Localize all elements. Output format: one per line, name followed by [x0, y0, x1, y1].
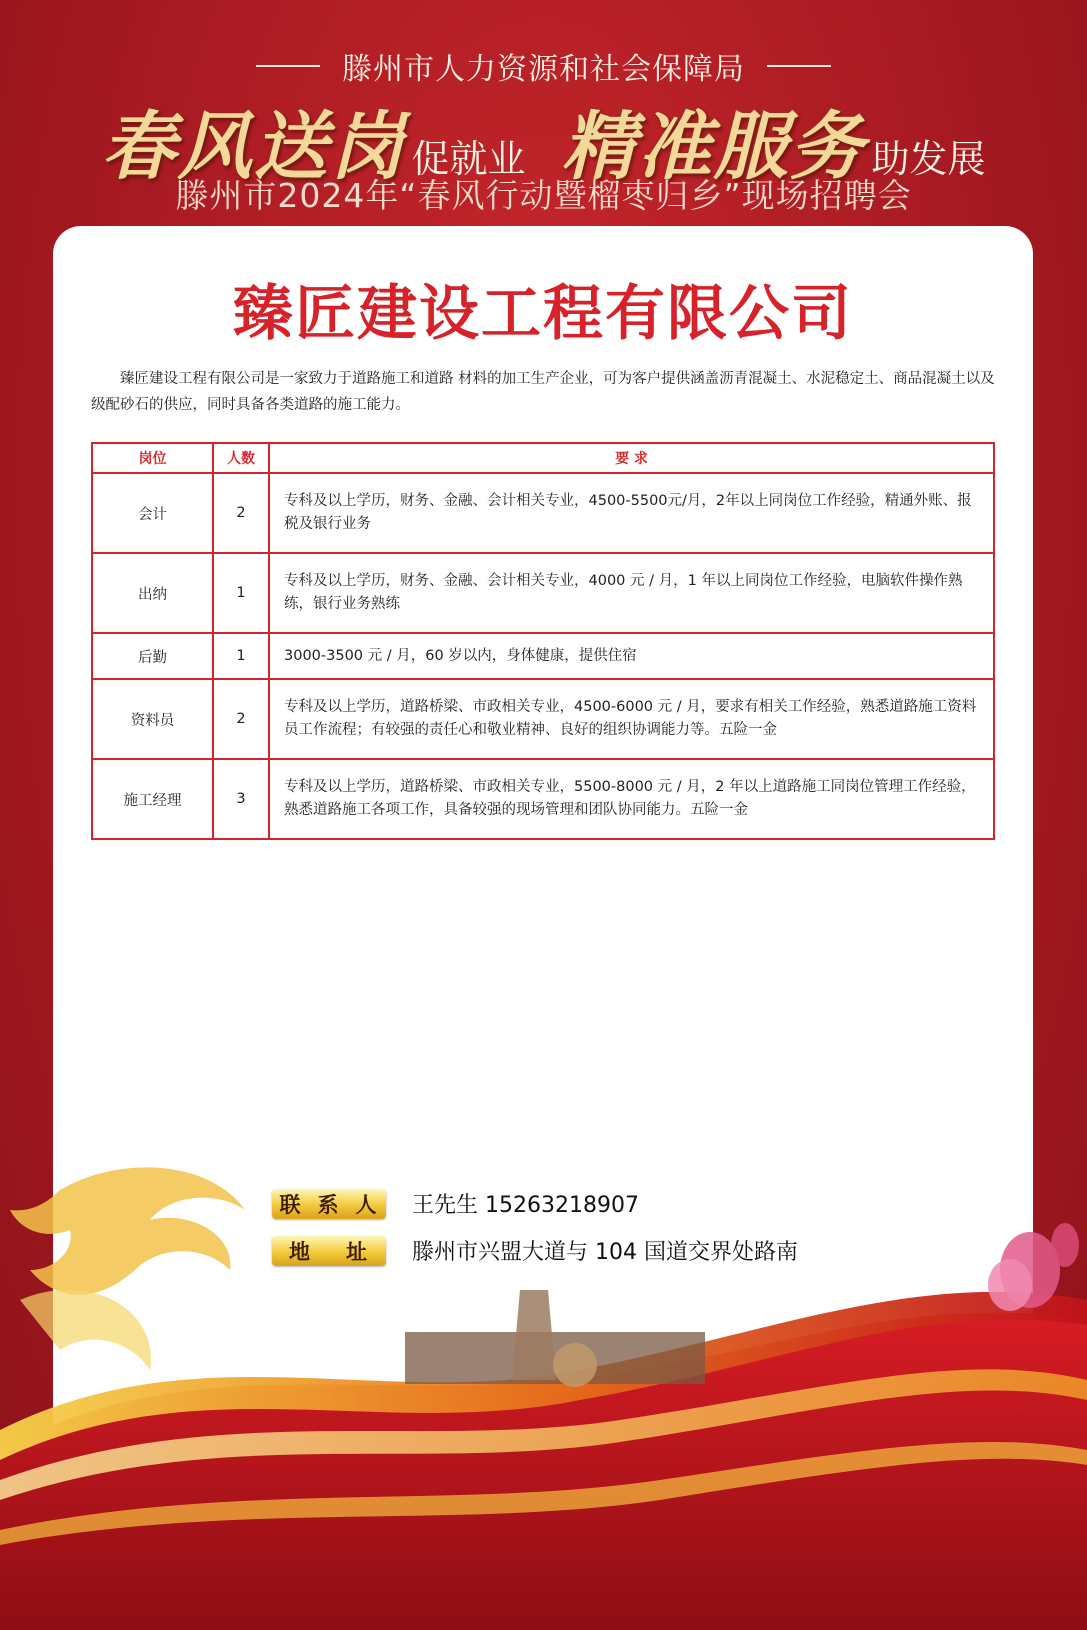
- contact-person-row: [272, 1188, 992, 1219]
- job-requirement: 3000-3500 元 / 月，60 岁以内，身体健康，提供住宿: [269, 633, 994, 679]
- company-intro: 臻匠建设工程有限公司是一家致力于道路施工和道路 材料的加工生产企业，可为客户提供涵盖沥青混凝土、水泥稳定土、商品混凝土以及级配砂石的供应，同时具备各类道路的施工能力。: [91, 371, 995, 413]
- slogan-calligraphy-2: 精准服务: [561, 104, 866, 190]
- address-value: 滕州市兴盟大道与 104 国道交界处路南: [412, 1240, 798, 1265]
- header-position: 岗位: [92, 443, 213, 473]
- job-count: 1: [213, 633, 269, 679]
- table-header-row: [92, 443, 994, 473]
- bureau-line: [0, 44, 1087, 88]
- table-row: [92, 633, 994, 679]
- job-position: 施工经理: [92, 759, 213, 839]
- divider-dash-left: [256, 65, 320, 67]
- jobs-table: [91, 442, 995, 840]
- contact-person-label: 联 系 人: [272, 1189, 386, 1219]
- event-title: 滕州市2024年“春风行动暨榴枣归乡”现场招聘会: [175, 176, 912, 215]
- header-count: 人数: [213, 443, 269, 473]
- job-position: 资料员: [92, 679, 213, 759]
- address-row: [272, 1235, 992, 1266]
- slogan-calligraphy-1: 春风送岗: [101, 104, 406, 190]
- footer-scene: [0, 1150, 1087, 1630]
- bureau-name: 滕州市人力资源和社会保障局: [342, 52, 745, 87]
- job-requirement: 专科及以上学历，道路桥梁、市政相关专业，5500-8000 元 / 月，2 年以上道路施工同岗位管理工作经验，熟悉道路施工各项工作，具备较强的现场管理和团队协同能力。五险一金: [269, 759, 994, 839]
- job-position: 出纳: [92, 553, 213, 633]
- header-requirement: 要 求: [269, 443, 994, 473]
- job-count: 2: [213, 473, 269, 553]
- slogan-text-1: 促就业: [411, 137, 526, 181]
- job-position: 会计: [92, 473, 213, 553]
- table-row: [92, 473, 994, 553]
- dragon-swirl: [10, 1167, 245, 1294]
- job-position: 后勤: [92, 633, 213, 679]
- slogan-text-2: 助发展: [871, 137, 986, 181]
- contact-person-value: 王先生 15263218907: [412, 1193, 639, 1218]
- company-name: 臻匠建设工程有限公司: [233, 279, 853, 349]
- poster-header: [0, 0, 1087, 230]
- table-row: [92, 759, 994, 839]
- table-row: [92, 679, 994, 759]
- job-requirement: 专科及以上学历，道路桥梁、市政相关专业，4500-6000 元 / 月，要求有相关工作经验，熟悉道路施工资料员工作流程；有较强的责任心和敬业精神、良好的组织协调能力等。五险一金: [269, 679, 994, 759]
- job-requirement: 专科及以上学历，财务、金融、会计相关专业，4000 元 / 月，1 年以上同岗位工作经验，电脑软件操作熟练，银行业务熟练: [269, 553, 994, 633]
- job-count: 1: [213, 553, 269, 633]
- divider-dash-right: [767, 65, 831, 67]
- address-label: 地 址: [272, 1236, 386, 1266]
- decorative-waves: [0, 1150, 1087, 1630]
- job-requirement: 专科及以上学历，财务、金融、会计相关专业，4500-5500元/月，2年以上同岗位工作经验，精通外账、报税及银行业务: [269, 473, 994, 553]
- job-count: 3: [213, 759, 269, 839]
- table-row: [92, 553, 994, 633]
- job-count: 2: [213, 679, 269, 759]
